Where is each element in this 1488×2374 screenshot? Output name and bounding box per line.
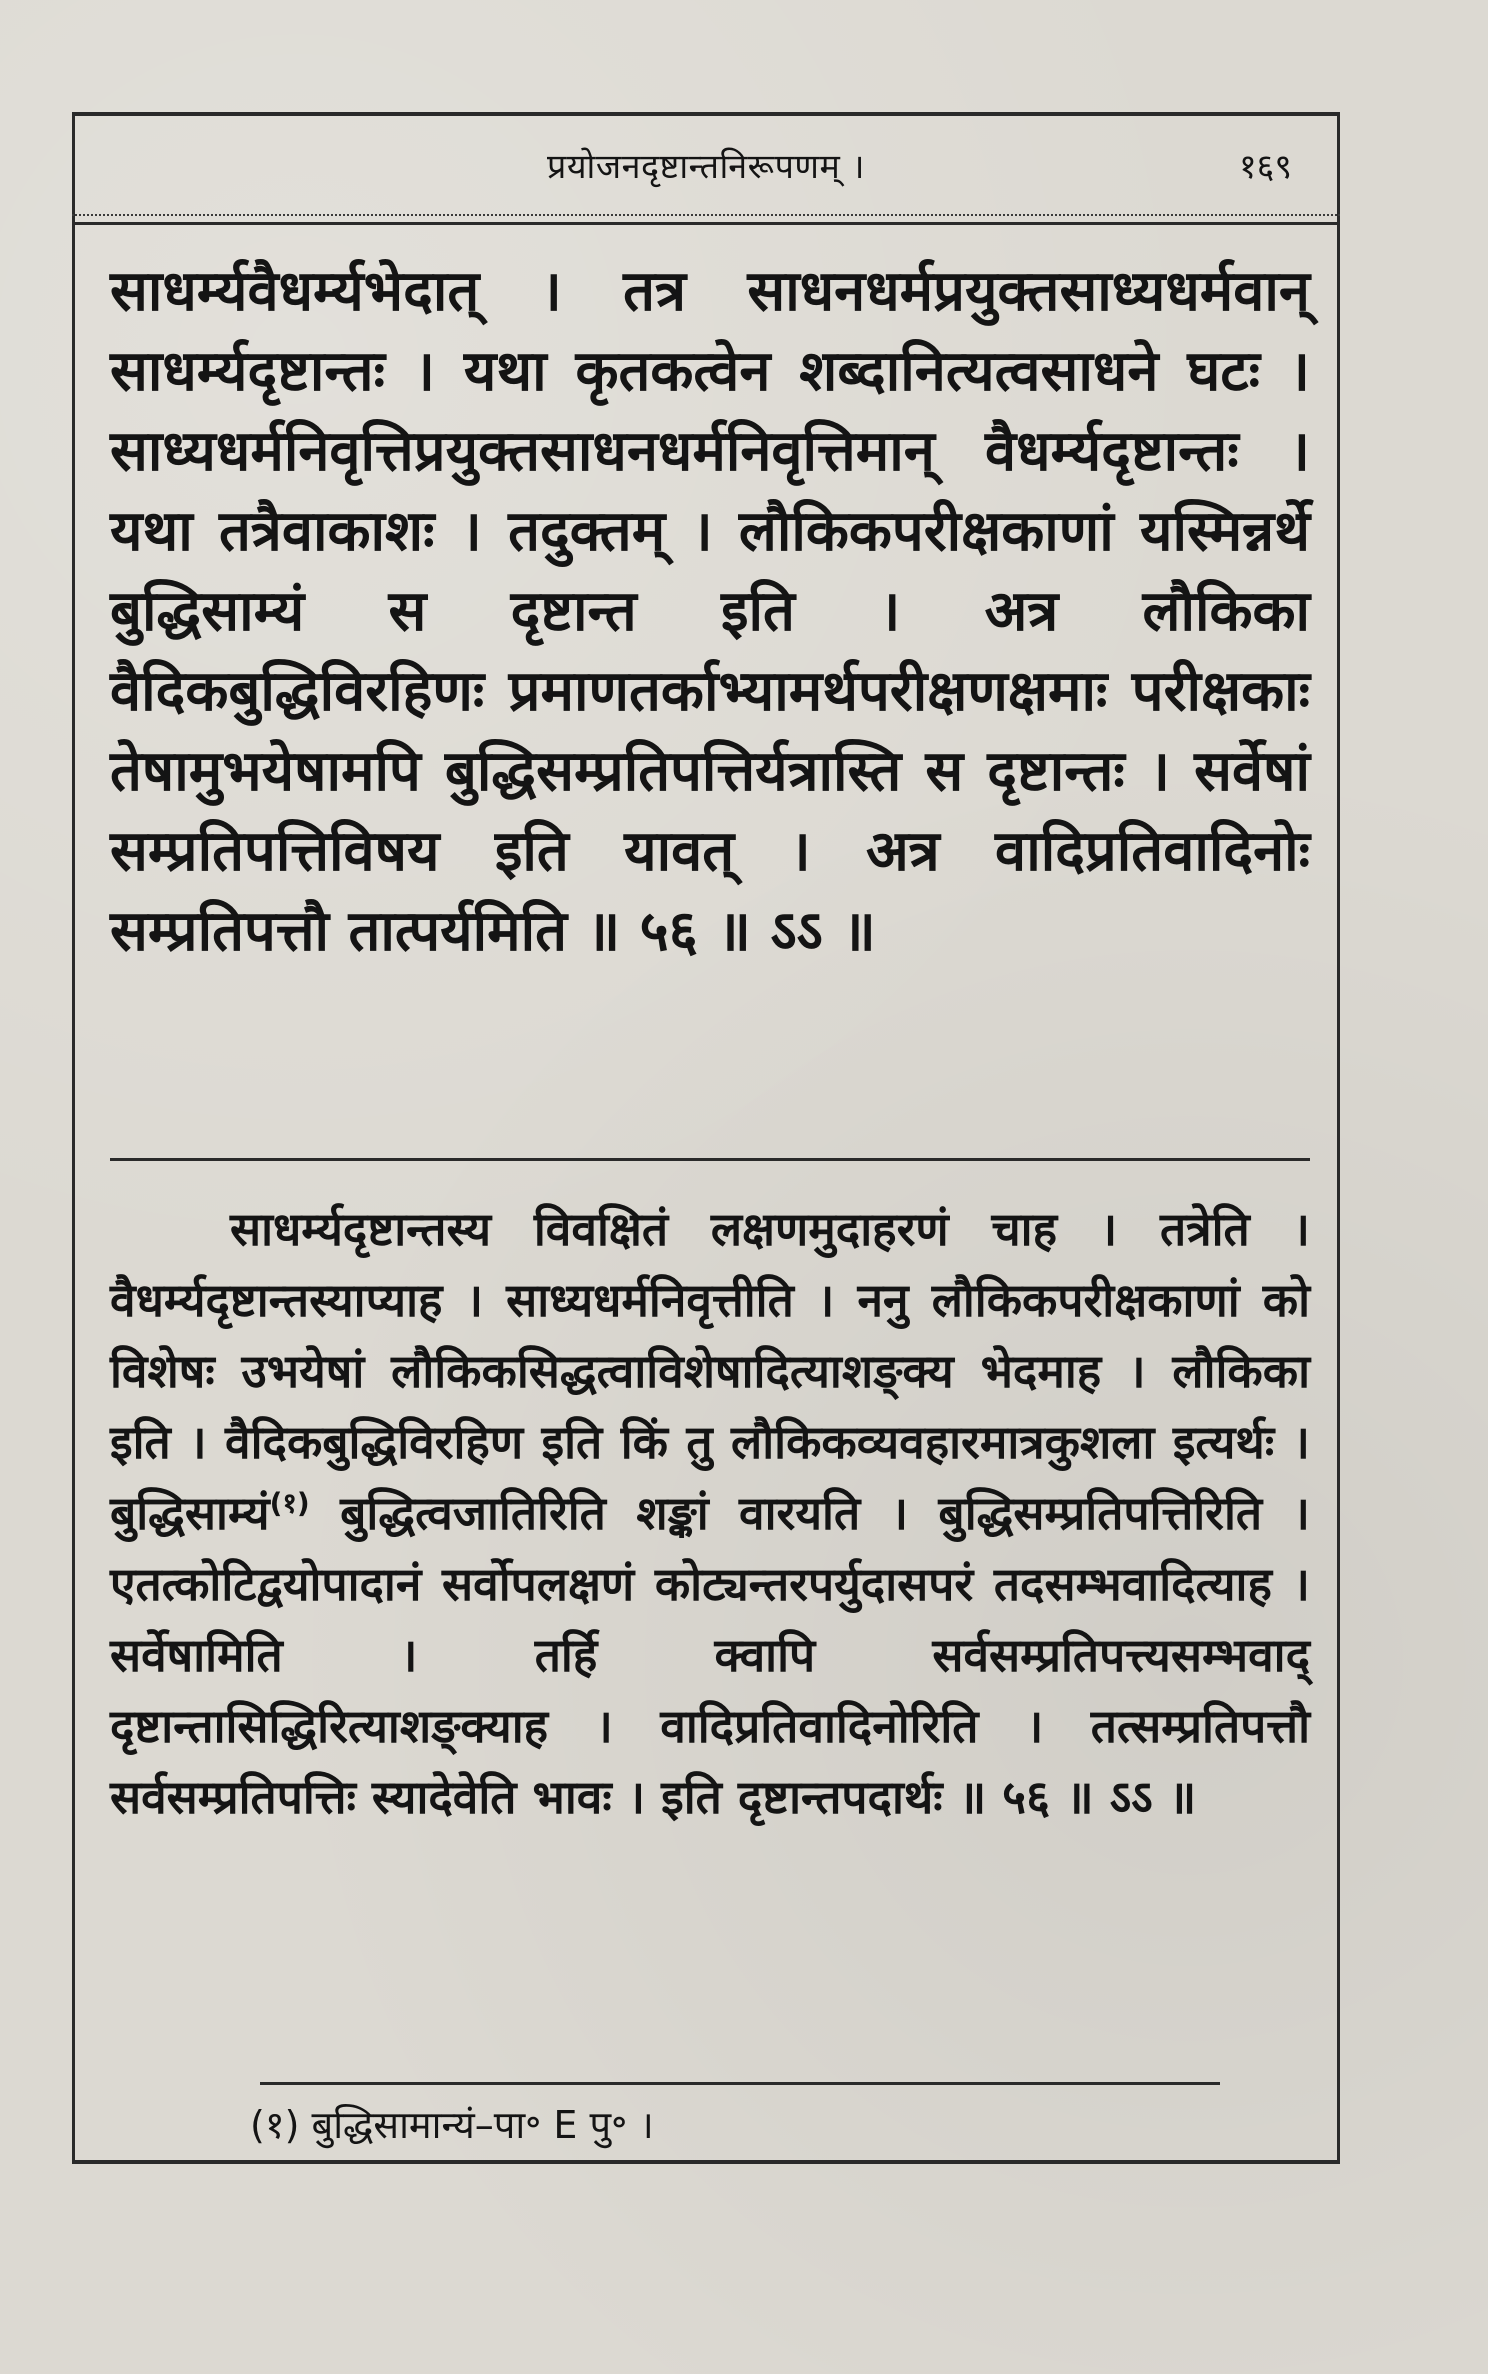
running-head: प्रयोजनदृष्टान्तनिरूपणम् ।	[546, 147, 866, 187]
footnote-rule	[260, 2082, 1220, 2085]
commentary-text-part2: बुद्धित्वजातिरिति शङ्कां वारयति । बुद्धिसम्प्रतिपत्तिरिति । एतत्कोटिद्वयोपादानं सर्वोपलक्षणं कोट्यन्तरपर्युदासपरं तदसम्भवादित्याह । सर्वेषामिति । तर्हि क्वापि सर्वसम्प्रतिपत्त्यसम्भवाद् दृष्टान्तासिद्धिरित्याशङ्क्याह । वादिप्रतिवादिनोरिति । तत्सम्प्रतिपत्तौ सर्वसम्प्रतिपत्तिः स्यादेवेति भावः । इति दृष्टान्तपदार्थः ॥ ५६ ॥ ऽऽ ॥	[110, 1486, 1310, 1824]
commentary-text-part1: साधर्म्यदृष्टान्तस्य विवक्षितं लक्षणमुदाहरणं चाह । तत्रेति । वैधर्म्यदृष्टान्तस्याप्याह । साध्यधर्मनिवृत्तीति । ननु लौकिकपरीक्षकाणां को विशेषः उभयेषां लौकिकसिद्धत्वाविशेषादित्याशङ्क्य भेदमाह । लौकिका इति । वैदिकबुद्धिविरहिण इति किं तु लौकिकव्यवहारमात्रकुशला इत्यर्थः । बुद्धिसाम्यं	[110, 1202, 1310, 1540]
header-rule	[72, 222, 1340, 225]
header-dotted-rule	[72, 214, 1340, 216]
page-number: १६९	[1238, 147, 1292, 187]
footnote-marker: (१)	[269, 1486, 310, 1520]
footnote: (१) बुद्धिसामान्यं–पा॰ E पु॰ ।	[250, 2103, 654, 2147]
page-header	[72, 128, 1340, 198]
commentary	[110, 1194, 1310, 1833]
section-divider	[110, 1158, 1310, 1161]
main-text: साधर्म्यवैधर्म्यभेदात् । तत्र साधनधर्मप्रयुक्तसाध्यधर्मवान् साधर्म्यदृष्टान्तः । यथा कृतकत्वेन शब्दानित्यत्वसाधने घटः । साध्यधर्मनिवृत्तिप्रयुक्तसाधनधर्मनिवृत्तिमान् वैधर्म्यदृष्टान्तः । यथा तत्रैवाकाशः । तदुक्तम् । लौकिकपरीक्षकाणां यस्मिन्नर्थे बुद्धिसाम्यं स दृष्टान्त इति । अत्र लौकिका वैदिकबुद्धिविरहिणः प्रमाणतर्काभ्यामर्थपरीक्षणक्षमाः परीक्षकाः तेषामुभयेषामपि बुद्धिसम्प्रतिपत्तिर्यत्रास्ति स दृष्टान्तः । सर्वेषां सम्प्रतिपत्तिविषय इति यावत् । अत्र वादिप्रतिवादिनोः सम्प्रतिपत्तौ तात्पर्यमिति ॥ ५६ ॥ ऽऽ ॥	[110, 259, 1310, 964]
